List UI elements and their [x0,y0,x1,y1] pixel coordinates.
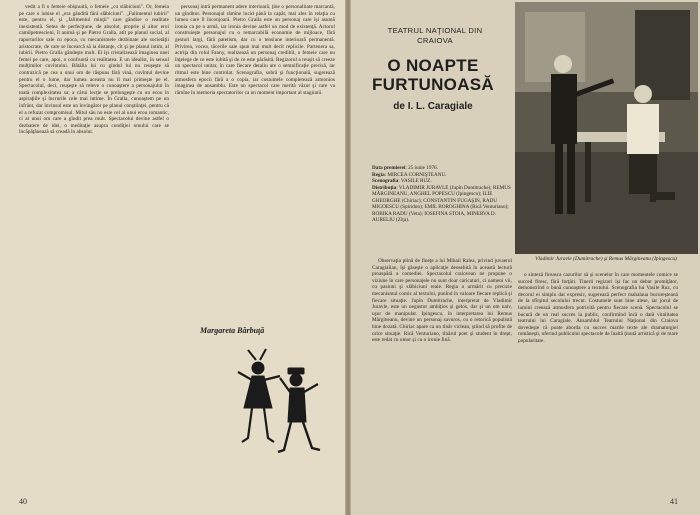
author-signature: Margareta Bărbuţă [200,326,265,335]
production-photo [515,2,698,254]
credit-director: Regia: MIRCEA CORNIŞTEANU. [372,171,447,178]
right-column-1 [372,258,512,496]
right-column-1-text: Observaţia plină de fineţe a lui Mihail Ralea, privind juvaerul Caragialian, îşi găseşte o aplicaţie deosebită în această lectură proaspătă a comediei. Spectacolul craiovean ne propune o viziune în care personajele nu sunt doar caricaturi, ci oameni vii, cu pasiuni şi slăbiciuni reale. Regia a urmărit cu precizie mecanismul comic al textului, punînd în valoare fiecare replică şi fiecare situaţie. Jupîn Dumitrache, interpretat de Vladimir Juravle, este un negustor ambiţios şi gelos, dar şi un om naiv, uşor de manipulat. Ipingescu, în interpretarea lui Remus Mărgineanu, devine un personaj savuros, cu o retorică populistă bine dozată. Chiriac apare ca un tînăr viclean, ştiind să profite de orice situaţie. Rică Venturiano, tînărul poet şi student în drept, este redat cu umor şi cu o ironie fină. [372,258,512,344]
dancing-couple-illustration [228,346,328,466]
photo-scene [515,2,698,254]
article-author: de I. L. Caragiale [393,101,473,112]
theatre-heading: TEATRUL NAŢIONAL DIN CRAIOVA [387,26,483,45]
page-number-left: 40 [19,497,27,506]
credit-cast: Distribuţia: VLADIMIR JURAVLE (Jupîn Dumitrache); REMUS MĂRGINEANU, ANGHEL POPESCU (Ipingescu); ILIE GHEORGHE (Chiriac); CONSTANTIN FUGAŞIN, RADU MIGOESCU (Spiridon); EMIL BOROGHINA (Rică Venturiano); ROBIKA RADU (Veta); IOSEFINA STOIA, MINERVA D. AURELIU (Ziţa). [372,184,511,223]
page-number-right: 41 [670,497,678,506]
credit-scenography: Scenografia: VASILE RUZ. [372,178,432,184]
left-column-2 [175,4,335,319]
right-column-2 [518,272,678,496]
right-column-2-text: o sinteză fireasca cazurilor să şi scenelor în care momentele comice se succed firesc, fără forţări. Tinerii regizori îşi fac un debut promiţător, demonstrînd o bună cunoaştere a textului. Scenografia lui Vasile Ruz, cu decorul ei simplu dar expresiv, sugerează perfect mahalaua bucureşteană de la sfîrşitul secolului trecut. Costumele sunt bine alese, iar jocul de lumini creează atmosfera potrivită pentru fiecare scenă. Spectacolul se bucură de un real succes la public, confirmînd încă o dată vitalitatea teatrului lui Caragiale. Ansamblul Teatrului Naţional din Craiova dovedeşte că poate aborda cu succes marile texte ale dramaturgiei româneşti, oferind publicului spectacole de înaltă ţinută artistică şi de mare popularitate. [518,272,678,344]
article-title: O NOAPTE FURTUNOASĂ [372,56,494,94]
credit-premiere: Data premierei: 25 iunie 1976. [372,165,438,171]
photo-caption: Vladimir Juravle (Dumitrache) şi Remus Mărgineanu (Ipingescu) [535,256,677,262]
left-column-2-text: personaj intră permanent adere interioară, ţine o personalitate marcantă, un gînditor. Personajul rămîne lucid până la capăt, mai ales în relaţia cu lumea care îl înconjoară. Pietro Gralla este un personaj care îşi asumă ironia ca pe o armă, iar ironia devine astfel un mod de existenţă. Actorul construieşte personajul cu o remarcabilă economie de mijloace, fără gesturi largi, fără patetism, dar cu o tensiune interioară permanentă. Privirea, vocea, tăcerile sale spun mai mult decît replicile. Partenera sa, actriţa din rolul Fanny, realizează un personaj credibil, o femeie care nu înţelege de ce este iubită şi de ce este părăsită. Regizorul a reuşit să creeze un spectacol unitar, în care fiecare detaliu are o semnificaţie precisă, iar ritmul este bine controlat. Scenografia, sobră şi funcţională, sugerează atmosfera epocii fără a o copia, iar costumele completează armonios imaginea de ansamblu. Este un spectacol care merită văzut şi care va rămîne în memoria spectatorilor ca un moment important al stagiunii. [175,4,335,96]
production-credits [372,165,512,224]
left-page [0,0,348,515]
left-column-1-text: vedit a fi o femeie obişnuită, o femeie „cu slăbiciuni". Or, femeia pe care o iubise el „era gândită fără slăbiciuni". „Falimentul iubirii" este, pentru el, şi „falimentul minţii" care gândise o realitate inexistentă. Setea de perfecţiune, de absolut, proprie şi altor eroi camilpetrescieni, îl animă şi pe Pietro Gralla, atît pe planul social, al raporturilor sale cu epoca, cu mecanismele dezbinate ale societăţii aristocrate, de care se încearcă să ia distanţe, cît şi pe planul intim, al iubirii. Pietro Gralla gândeşte mult. El îşi cristalizează imaginea unei femei pe care, apoi, o confruntă cu realitatea. E un idealist, în sensul mulţimilor cuvîntului. Bătălia lui cu gîndul lui nu reuşeşte să contrazică pe cea a unui om de răspuns fără vină, cuvîntul devine pentru el o lume, dar lumea aceasta nu îl mai primeşte pe el. Spectacolul, deci, reuşeşte să releve o cunoaştere a personajului în toată complexitatea sa; a cărui lecţie se prelungeşte cu un ecou în aspiraţiile şi lucrurile cele mai intime. În Gralla, cunoaştem pe un înfrânt, dar învinsul este un învingător pe planul conştiinţei, pentru că el a refuzat compromisul. Mitul său nu este cel al unui erou romantic, ci al unui om care a gîndit prea mult. Spectacolul devine astfel o dezbatere de idei, o meditaţie asupra condiţiei omului care se încăpăţânează să creadă în absolut. [19,4,169,136]
left-column-1 [19,4,169,497]
